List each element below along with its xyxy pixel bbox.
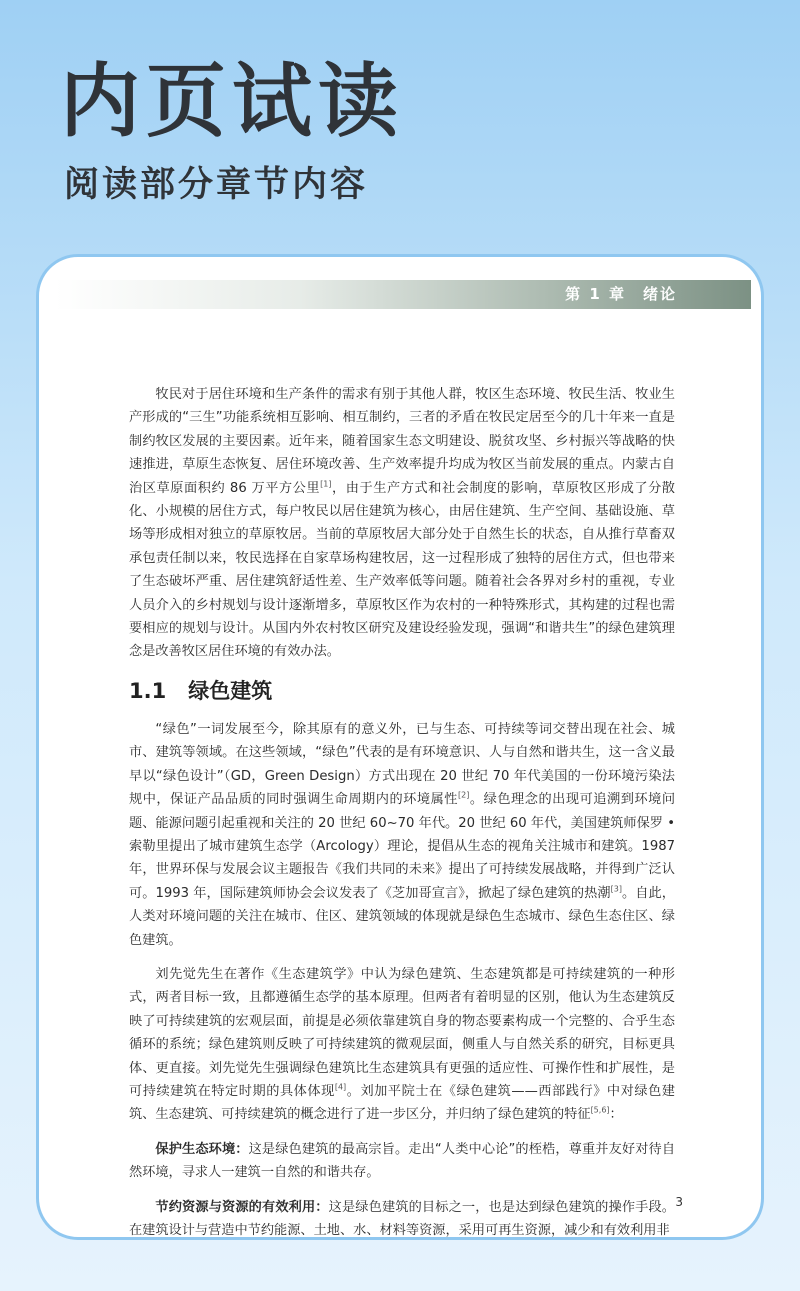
intro-paragraph: 牧民对于居住环境和生产条件的需求有别于其他人群，牧区生态环境、牧民生活、牧业生产形成的“三生”功能系统相互影响、相互制约，三者的矛盾在牧民定居至今的几十年来一直是制约牧区发展的主要因素。近年来，随着国家生态文明建设、脱贫攻坚、乡村振兴等战略的快速推进，草原生态恢复、居住环境改善、生产效率提升均成为牧区当前发展的重点。内蒙古自治区草原面积约 86 万平方公里[1]，由于生产方式和社会制度的影响，草原牧区形成了分散化、小规模的居住方式，每户牧民以居住建筑为核心，由居住建筑、生产空间、基础设施、草场等形成相对独立的草原牧居。当前的草原牧居大部分处于自然生长的状态，自从推行草畜双承包责任制以来，牧民选择在自家草场构建牧居，这一过程形成了独特的居住方式，但也带来了生态破坏严重、居住建筑舒适性差、生产效率低等问题。随着社会各界对乡村的重视，专业人员介入的乡村规划与设计逐渐增多，草原牧区作为农村的一种特殊形式，其构建的过程也需要相应的规划与设计。从国内外农村牧区研究及建设经验发现，强调“和谐共生”的绿色建筑理念是改善牧区居住环境的有效办法。 bbox=[129, 387, 675, 660]
page-content bbox=[129, 383, 675, 1240]
hero-title: 内页试读 bbox=[60, 55, 404, 148]
chapter-title: 第 1 章 绪论 bbox=[565, 285, 677, 303]
citation-ref: [5,6] bbox=[590, 1105, 610, 1115]
feature-lead: 节约资源与资源的有效利用： bbox=[155, 1199, 329, 1215]
section-title: 绿色建筑 bbox=[188, 678, 273, 703]
body-paragraph: “绿色”一词发展至今，除其原有的意义外，已与生态、可持续等词交替出现在社会、城市、建筑等领域。在这些领域，“绿色”代表的是有环境意识、人与自然和谐共生，这一含义最早以“绿色设计”（GD，Green Design）方式出现在 20 世纪 70 年代美国的一份环境污染法规中，保证产品品质的同时强调生命周期内的环境属性[2]。绿色理念的出现可追溯到环境问题、能源问题引起重视和关注的 20 世纪 60~70 年代。20 世纪 60 年代，美国建筑师保罗 • 索勒里提出了城市建筑生态学（Arcology）理论，提倡从生态的视角关注城市和建筑。1987 年，世界环保与发展会议主题报告《我们共同的未来》提出了可持续发展战略，并得到广泛认可。1993 年，国际建筑师协会会议发表了《芝加哥宣言》，掀起了绿色建筑的热潮[3]。自此，人类对环境问题的关注在城市、住区、建筑领域的体现就是绿色生态城市、绿色生态住区、绿色建筑。 bbox=[129, 721, 676, 948]
hero-subtitle: 阅读部分章节内容 bbox=[64, 165, 369, 205]
chapter-header-bar bbox=[55, 280, 751, 309]
book-page-card bbox=[36, 254, 764, 1240]
section-number: 1.1 bbox=[129, 678, 167, 703]
citation-ref: [1] bbox=[320, 479, 332, 489]
section-heading bbox=[129, 676, 675, 706]
feature-paragraph: 节约资源与资源的有效利用：这是绿色建筑的目标之一，也是达到绿色建筑的操作手段。在建筑设计与营造中节约能源、土地、水、材料等资源，采用可再生资源，减少和有效利用非 bbox=[129, 1199, 675, 1238]
feature-lead: 保护生态环境： bbox=[155, 1141, 249, 1157]
citation-ref: [4] bbox=[334, 1082, 347, 1092]
body-paragraph: 刘先觉先生在著作《生态建筑学》中认为绿色建筑、生态建筑都是可持续建筑的一种形式，两者目标一致，且都遵循生态学的基本原理。但两者有着明显的区别，他认为生态建筑反映了可持续建筑的宏观层面，前提是必须依靠建筑自身的物态要素构成一个完整的、合乎生态循环的系统；绿色建筑则反映了可持续建筑的微观层面，侧重人与自然关系的研究，目标更具体、更直接。刘先觉先生强调绿色建筑比生态建筑具有更强的适应性、可操作性和扩展性，是可持续建筑在特定时期的具体体现[4]。刘加平院士在《绿色建筑——西部践行》中对绿色建筑、生态建筑、可持续建筑的概念进行了进一步区分，并归纳了绿色建筑的特征[5,6]： bbox=[129, 966, 675, 1123]
page-number: 3 bbox=[675, 1195, 683, 1209]
citation-ref: [3] bbox=[610, 884, 622, 894]
citation-ref: [2] bbox=[458, 790, 470, 800]
feature-paragraph: 保护生态环境：这是绿色建筑的最高宗旨。走出“人类中心论”的桎梏，尊重并友好对待自然环境，寻求人一建筑一自然的和谐共存。 bbox=[129, 1141, 676, 1181]
